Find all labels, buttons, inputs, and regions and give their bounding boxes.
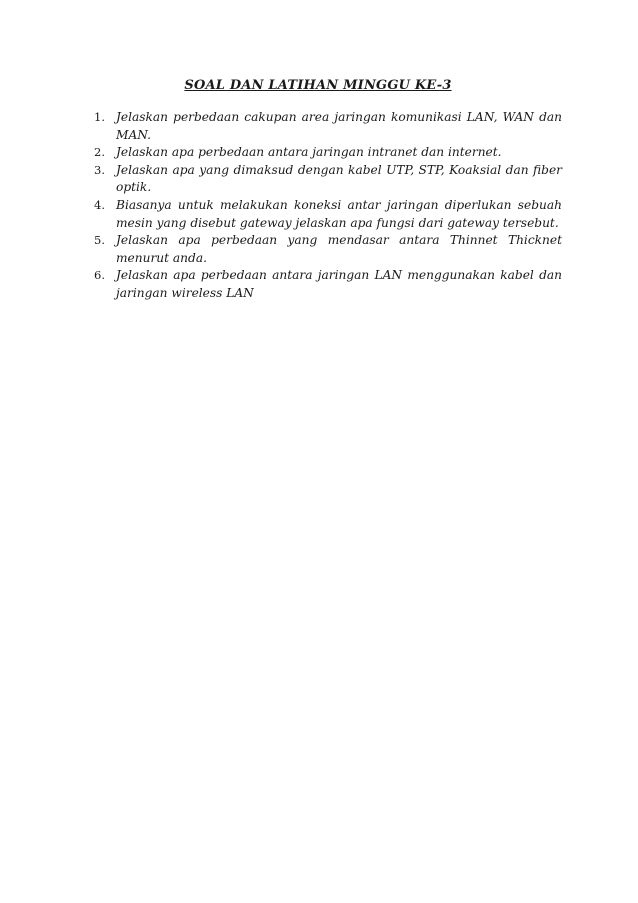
document-title-text: SOAL DAN LATIHAN MINGGU KE-3	[184, 78, 452, 93]
question-number: 2.	[94, 145, 105, 160]
question-list	[94, 109, 562, 303]
question-text: Jelaskan perbedaan cakupan area jaringan komunikasi LAN, WAN dan MAN.	[116, 110, 562, 142]
question-text: Jelaskan apa perbedaan antara jaringan LAN menggunakan kabel dan jaringan wireless LAN	[116, 268, 562, 300]
document-title	[0, 78, 638, 93]
question-item-6	[94, 267, 562, 302]
question-item-3	[94, 162, 562, 197]
question-text: Jelaskan apa perbedaan yang mendasar antara Thinnet Thicknet menurut anda.	[116, 233, 562, 265]
question-number: 3.	[94, 162, 105, 177]
question-item-5	[94, 232, 562, 267]
question-item-4	[94, 197, 562, 232]
question-number: 4.	[94, 197, 105, 212]
question-number: 5.	[94, 233, 105, 248]
question-number: 6.	[94, 268, 105, 283]
question-item-1	[94, 109, 562, 144]
question-item-2	[94, 144, 562, 162]
question-number: 1.	[94, 110, 105, 124]
question-text: Jelaskan apa perbedaan antara jaringan intranet dan internet.	[116, 145, 502, 160]
question-text: Jelaskan apa yang dimaksud dengan kabel UTP, STP, Koaksial dan fiber optik.	[116, 162, 562, 195]
question-text: Biasanya untuk melakukan koneksi antar jaringan diperlukan sebuah mesin yang disebut gateway jelaskan apa fungsi dari gateway tersebut.	[116, 197, 562, 230]
